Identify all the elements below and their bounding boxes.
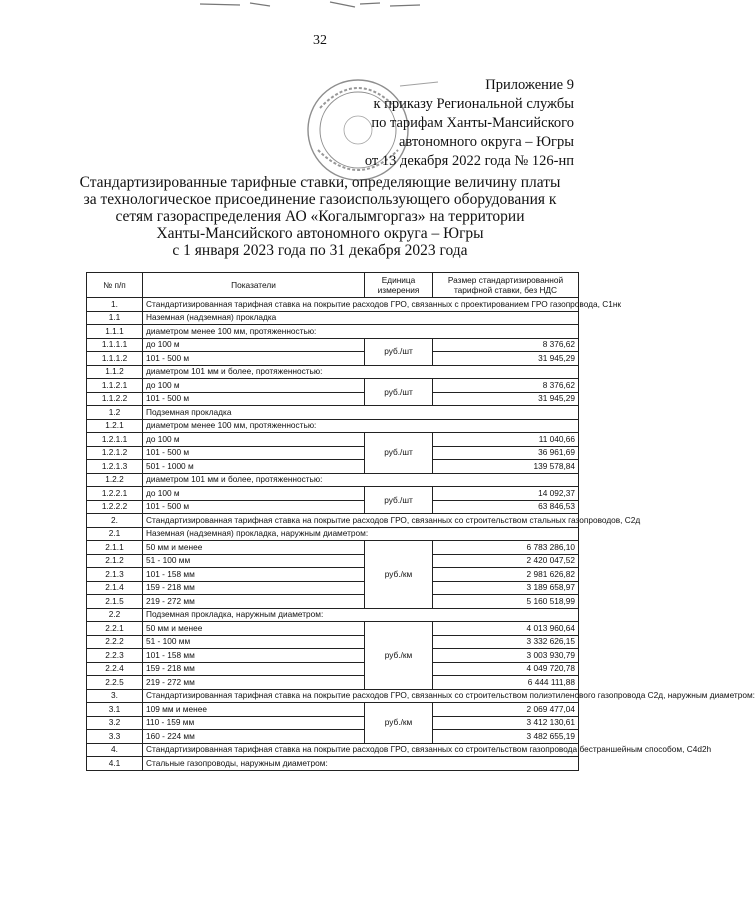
row-text: Наземная (надземная) прокладка bbox=[143, 311, 579, 325]
row-number: 1.1.1 bbox=[87, 325, 143, 339]
row-number: 1.1.1.1 bbox=[87, 338, 143, 352]
appendix-line: к приказу Региональной службы bbox=[373, 96, 574, 112]
row-text: 219 - 272 мм bbox=[143, 595, 365, 609]
title-line: сетям газораспределения АО «Когалымгоргаз» на территории bbox=[115, 208, 525, 225]
row-number: 2. bbox=[87, 514, 143, 528]
table-row bbox=[87, 406, 579, 420]
row-value: 2 420 047,52 bbox=[433, 554, 579, 568]
row-text: Подземная прокладка bbox=[143, 406, 579, 420]
row-value: 5 160 518,99 bbox=[433, 595, 579, 609]
table-row bbox=[87, 460, 579, 474]
row-number: 3.3 bbox=[87, 730, 143, 744]
row-value: 4 013 960,64 bbox=[433, 622, 579, 636]
table-row bbox=[87, 473, 579, 487]
row-value: 2 069 477,04 bbox=[433, 703, 579, 717]
row-number: 2.2.1 bbox=[87, 622, 143, 636]
row-value: 3 003 930,79 bbox=[433, 649, 579, 663]
row-number: 3.1 bbox=[87, 703, 143, 717]
row-number: 1.1.2.2 bbox=[87, 392, 143, 406]
row-text: Стальные газопроводы, наружным диаметром: bbox=[143, 757, 579, 771]
row-number: 2.1.3 bbox=[87, 568, 143, 582]
row-unit: руб./км bbox=[365, 622, 433, 690]
table-row bbox=[87, 527, 579, 541]
row-value: 3 482 655,19 bbox=[433, 730, 579, 744]
row-text: до 100 м bbox=[143, 338, 365, 352]
table-row bbox=[87, 689, 579, 703]
table-row bbox=[87, 338, 579, 352]
row-text: диаметром менее 100 мм, протяженностью: bbox=[143, 325, 579, 339]
row-text: 51 - 100 мм bbox=[143, 635, 365, 649]
row-text: до 100 м bbox=[143, 379, 365, 393]
row-text: Стандартизированная тарифная ставка на покрытие расходов ГРО, связанных со строительством полиэтиленового газопровода C2д, наружным диаметром: bbox=[143, 689, 579, 703]
table-row bbox=[87, 311, 579, 325]
table-row bbox=[87, 622, 579, 636]
row-unit: руб./шт bbox=[365, 379, 433, 406]
row-text: диаметром 101 мм и более, протяженностью: bbox=[143, 473, 579, 487]
row-value: 31 945,29 bbox=[433, 352, 579, 366]
row-value: 6 783 286,10 bbox=[433, 541, 579, 555]
row-number: 1.2 bbox=[87, 406, 143, 420]
table-row bbox=[87, 662, 579, 676]
row-text: 159 - 218 мм bbox=[143, 662, 365, 676]
table-row bbox=[87, 325, 579, 339]
scan-artifact bbox=[180, 0, 440, 10]
table-row bbox=[87, 500, 579, 514]
title-line: Стандартизированные тарифные ставки, определяющие величину платы bbox=[79, 174, 561, 191]
header-indicators: Показатели bbox=[143, 273, 365, 298]
table-row bbox=[87, 433, 579, 447]
table-row bbox=[87, 595, 579, 609]
row-value: 8 376,62 bbox=[433, 338, 579, 352]
row-number: 2.1 bbox=[87, 527, 143, 541]
row-value: 139 578,84 bbox=[433, 460, 579, 474]
tariff-table bbox=[86, 272, 755, 771]
header-number: № п/п bbox=[87, 273, 143, 298]
row-number: 2.2.3 bbox=[87, 649, 143, 663]
row-text: 101 - 500 м bbox=[143, 392, 365, 406]
table-row bbox=[87, 365, 579, 379]
row-number: 1.2.2.2 bbox=[87, 500, 143, 514]
document-title bbox=[70, 174, 570, 259]
row-text: до 100 м bbox=[143, 487, 365, 501]
row-value: 3 412 130,61 bbox=[433, 716, 579, 730]
row-text: 101 - 500 м bbox=[143, 446, 365, 460]
row-text: 501 - 1000 м bbox=[143, 460, 365, 474]
row-text: Стандартизированная тарифная ставка на покрытие расходов ГРО, связанных с проектированием ГРО газопровода, C1нк bbox=[143, 298, 579, 312]
table-row bbox=[87, 379, 579, 393]
table-row bbox=[87, 730, 579, 744]
row-number: 1.2.1.3 bbox=[87, 460, 143, 474]
row-value: 6 444 111,88 bbox=[433, 676, 579, 690]
table-row bbox=[87, 392, 579, 406]
table-row bbox=[87, 649, 579, 663]
table-row bbox=[87, 743, 579, 757]
table-row bbox=[87, 716, 579, 730]
row-text: Подземная прокладка, наружным диаметром: bbox=[143, 608, 579, 622]
row-number: 1.2.1 bbox=[87, 419, 143, 433]
row-unit: руб./км bbox=[365, 703, 433, 744]
row-number: 2.2.2 bbox=[87, 635, 143, 649]
row-value: 8 376,62 bbox=[433, 379, 579, 393]
row-text: 160 - 224 мм bbox=[143, 730, 365, 744]
table-header-row bbox=[87, 273, 579, 298]
table-row bbox=[87, 554, 579, 568]
appendix-line: по тарифам Ханты-Мансийского bbox=[371, 115, 574, 131]
row-text: 51 - 100 мм bbox=[143, 554, 365, 568]
row-text: Стандартизированная тарифная ставка на покрытие расходов ГРО, связанных со строительством стальных газопроводов, C2д bbox=[143, 514, 579, 528]
row-text: 219 - 272 мм bbox=[143, 676, 365, 690]
row-value: 31 945,29 bbox=[433, 392, 579, 406]
table-row bbox=[87, 676, 579, 690]
row-number: 1.2.1.2 bbox=[87, 446, 143, 460]
row-number: 1.1.2 bbox=[87, 365, 143, 379]
table-row bbox=[87, 581, 579, 595]
appendix-line: от 13 декабря 2022 года № 126-нп bbox=[364, 153, 574, 169]
appendix-header bbox=[365, 76, 574, 171]
row-value: 3 332 626,15 bbox=[433, 635, 579, 649]
header-unit: Единица измерения bbox=[365, 273, 433, 298]
header-rate: Размер стандартизированной тарифной ставки, без НДС bbox=[433, 273, 579, 298]
row-number: 3. bbox=[87, 689, 143, 703]
row-unit: руб./шт bbox=[365, 433, 433, 474]
row-text: 101 - 158 мм bbox=[143, 568, 365, 582]
row-number: 2.1.5 bbox=[87, 595, 143, 609]
row-number: 4.1 bbox=[87, 757, 143, 771]
row-text: Наземная (надземная) прокладка, наружным диаметром: bbox=[143, 527, 579, 541]
row-text: 109 мм и менее bbox=[143, 703, 365, 717]
row-text: 101 - 158 мм bbox=[143, 649, 365, 663]
row-number: 2.2 bbox=[87, 608, 143, 622]
row-value: 63 846,53 bbox=[433, 500, 579, 514]
row-value: 11 040,66 bbox=[433, 433, 579, 447]
row-value: 2 981 626,82 bbox=[433, 568, 579, 582]
row-number: 1.1.2.1 bbox=[87, 379, 143, 393]
table-row bbox=[87, 635, 579, 649]
row-number: 2.1.4 bbox=[87, 581, 143, 595]
row-text: 101 - 500 м bbox=[143, 352, 365, 366]
table-row bbox=[87, 757, 579, 771]
row-value: 14 092,37 bbox=[433, 487, 579, 501]
title-line: за технологическое присоединение газоиспользующего оборудования к bbox=[83, 191, 557, 208]
row-value: 36 961,69 bbox=[433, 446, 579, 460]
row-text: диаметром менее 100 мм, протяженностью: bbox=[143, 419, 579, 433]
row-number: 2.2.5 bbox=[87, 676, 143, 690]
row-number: 2.1.2 bbox=[87, 554, 143, 568]
row-text: до 100 м bbox=[143, 433, 365, 447]
table-row bbox=[87, 514, 579, 528]
row-number: 4. bbox=[87, 743, 143, 757]
title-line: с 1 января 2023 года по 31 декабря 2023 года bbox=[172, 242, 468, 259]
row-unit: руб./км bbox=[365, 541, 433, 609]
table-row bbox=[87, 419, 579, 433]
table-row bbox=[87, 487, 579, 501]
row-value: 4 049 720,78 bbox=[433, 662, 579, 676]
row-number: 1.2.2.1 bbox=[87, 487, 143, 501]
table-row bbox=[87, 298, 579, 312]
row-number: 2.2.4 bbox=[87, 662, 143, 676]
row-text: 101 - 500 м bbox=[143, 500, 365, 514]
appendix-line: Приложение 9 bbox=[485, 77, 574, 93]
table-row bbox=[87, 703, 579, 717]
row-text: диаметром 101 мм и более, протяженностью: bbox=[143, 365, 579, 379]
row-text: 50 мм и менее bbox=[143, 622, 365, 636]
row-number: 1. bbox=[87, 298, 143, 312]
page-number: 32 bbox=[313, 33, 327, 48]
row-text: 110 - 159 мм bbox=[143, 716, 365, 730]
row-number: 1.2.2 bbox=[87, 473, 143, 487]
title-line: Ханты-Мансийского автономного округа – Югры bbox=[156, 225, 484, 242]
row-unit: руб./шт bbox=[365, 487, 433, 514]
table-row bbox=[87, 568, 579, 582]
row-unit: руб./шт bbox=[365, 338, 433, 365]
row-number: 3.2 bbox=[87, 716, 143, 730]
row-number: 2.1.1 bbox=[87, 541, 143, 555]
row-text: Стандартизированная тарифная ставка на покрытие расходов ГРО, связанных со строительством газопровода бестраншейным способом, C4d2h bbox=[143, 743, 579, 757]
row-text: 50 мм и менее bbox=[143, 541, 365, 555]
table-row bbox=[87, 352, 579, 366]
appendix-line: автономного округа – Югры bbox=[398, 134, 574, 150]
row-number: 1.2.1.1 bbox=[87, 433, 143, 447]
table-row bbox=[87, 541, 579, 555]
row-number: 1.1.1.2 bbox=[87, 352, 143, 366]
row-text: 159 - 218 мм bbox=[143, 581, 365, 595]
row-value: 3 189 658,97 bbox=[433, 581, 579, 595]
table-row bbox=[87, 608, 579, 622]
table-row bbox=[87, 446, 579, 460]
row-number: 1.1 bbox=[87, 311, 143, 325]
